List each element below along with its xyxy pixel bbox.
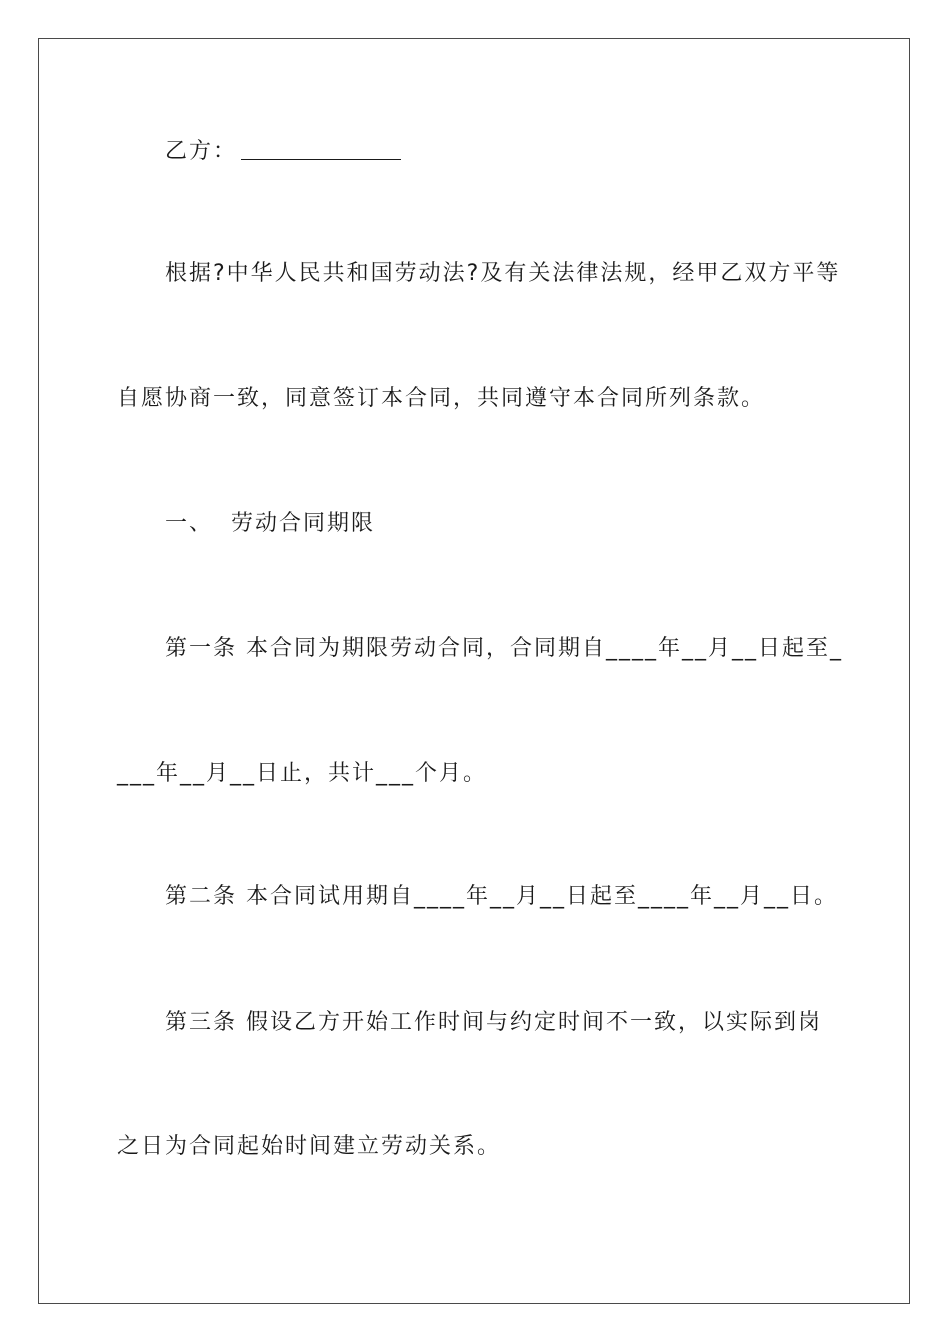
party-b-line [165, 137, 401, 167]
party-b-blank [241, 137, 401, 160]
paragraph-1-continued: 自愿协商一致，同意签订本合同，共同遵守本合同所列条款。 [117, 386, 766, 411]
paragraph-1: 根据?中华人民共和国劳动法?及有关法律法规，经甲乙双方平等 [165, 261, 841, 286]
article-1: 第一条 本合同为期限劳动合同，合同期自____年__月__日起至_ [165, 636, 843, 661]
article-3-continued: 之日为合同起始时间建立劳动关系。 [117, 1134, 502, 1159]
article-2: 第二条 本合同试用期自____年__月__日起至____年__月__日。 [165, 884, 838, 909]
article-3: 第三条 假设乙方开始工作时间与约定时间不一致，以实际到岗 [165, 1010, 822, 1035]
page-border [38, 38, 910, 1304]
section-heading-1: 一、 劳动合同期限 [165, 511, 375, 536]
party-b-label: 乙方： [165, 139, 238, 164]
article-1-continued: ___年__月__日止，共计___个月。 [117, 761, 488, 786]
